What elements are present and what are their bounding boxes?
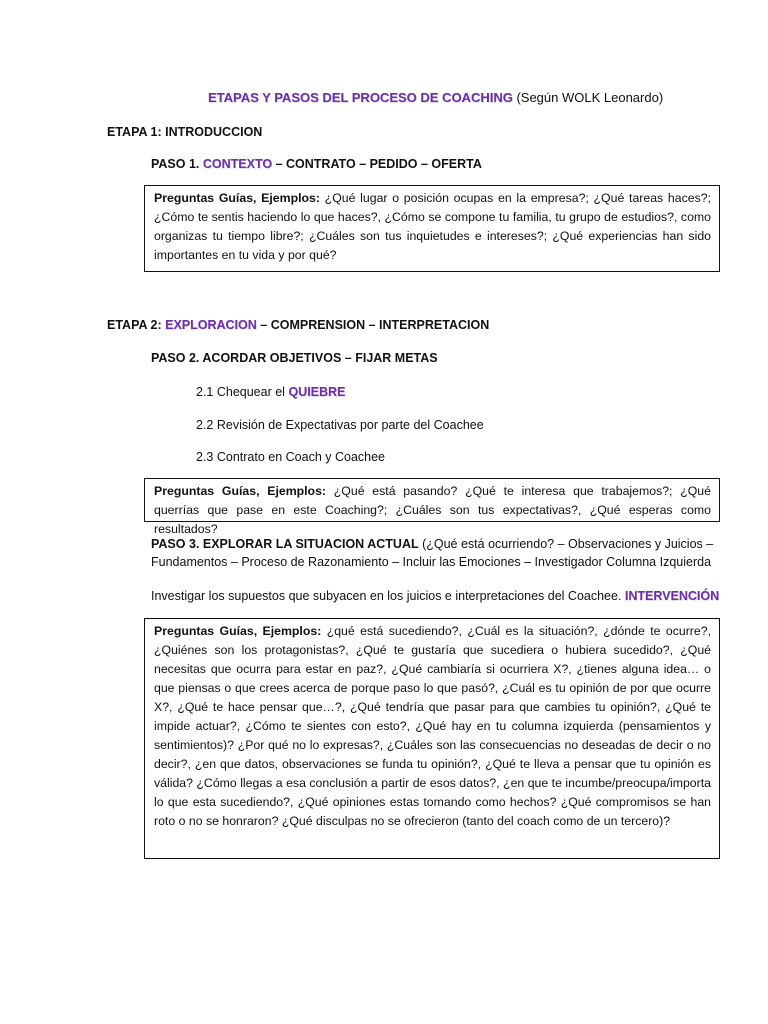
etapa2-heading [107, 316, 489, 335]
sub-step-2-1-highlight: QUIEBRE [288, 385, 346, 399]
paso3-heading: PASO 3. EXPLORAR LA SITUACION ACTUAL [151, 537, 419, 551]
box3-text: ¿qué está sucediendo?, ¿Cuál es la situación?, ¿dónde te ocurre?, ¿Quiénes son los protagonistas?, ¿Qué te gustaría que sucediera o hubiera sucedido?, ¿Qué necesitas que ocurra para estar en paz?, ¿Qué cambiaría si ocurriera X?, ¿tienes alguna idea… o que piensas o que crees acerca de porque paso lo que pasó?, ¿Cuál es tu opinión de por que ocurre X?, ¿Qué te hace pensar que…?, ¿Qué tendría que pasar para que cambies tu opinión?, ¿Qué te impide actuar?, ¿Cómo te sientes con esto?, ¿Qué hay en tu columna izquierda (pensamientos y sentimientos)? ¿Por qué no lo expresas?, ¿Cuáles son las consecuencias no deseadas de decir o no decir?, ¿en que datos, observaciones se funda tu opinión?, ¿Qué te lleva a pensar que tu opinión es válida? ¿Cómo llegas a esa conclusión a partir de esos datos?, ¿en que te incumbe/preocupa/importa lo que esta sucediendo?, ¿Qué opiniones estas tomando como hechos? ¿Qué compromisos se han roto o no se honraron? ¿Qué disculpas no se ofrecieron (tanto del coach como de un tercero)? [154, 624, 711, 828]
document-title-suffix: (Según WOLK Leonardo) [512, 90, 664, 105]
document-title [208, 88, 663, 107]
box2-lead: Preguntas Guías, Ejemplos: [154, 484, 327, 498]
box1-text: ¿Qué lugar o posición ocupas en la empresa?; ¿Qué tareas haces?; ¿Cómo te sentis haciendo lo que haces?, ¿Cómo se compone tu familia, tu grupo de estudios?, como organizas tu tiempo libre?; ¿Cuáles son tus inquietudes e intereses?; ¿Qué experiencias han sido importantes en tu vida y por qué? [154, 191, 711, 262]
etapa1-questions-box [144, 185, 720, 272]
document-title-main: ETAPAS Y PASOS DEL PROCESO DE COACHING [208, 90, 513, 105]
sub-step-2-1 [196, 383, 345, 402]
etapa1-heading: ETAPA 1: INTRODUCCION [107, 125, 263, 139]
investigar-text: Investigar los supuestos que subyacen en los juicios e interpretaciones del Coachee. [151, 589, 625, 603]
sub-step-2-2: 2.2 Revisión de Expectativas por parte del Coachee [196, 418, 484, 432]
sub-step-2-1-text: 2.1 Chequear el [196, 385, 289, 399]
paso3-line1-rest: (¿Qué está ocurriendo? – Observaciones y Juicios – [418, 537, 714, 551]
paso1-heading [151, 155, 482, 174]
box3-lead: Preguntas Guías, Ejemplos: [154, 624, 322, 638]
paso1-rest: – CONTRATO – PEDIDO – OFERTA [272, 157, 482, 171]
paso2-questions-box [144, 478, 720, 536]
sub-step-2-3: 2.3 Contrato en Coach y Coachee [196, 450, 386, 464]
investigar-line [151, 587, 719, 606]
etapa2-rest: – COMPRENSION – INTERPRETACION [256, 318, 490, 332]
etapa2-highlight: EXPLORACION [165, 318, 257, 332]
paso3-questions-box [144, 618, 720, 859]
paso3-line1 [151, 535, 713, 554]
intervencion-highlight: INTERVENCIÓN [624, 589, 720, 603]
paso2-heading: PASO 2. ACORDAR OBJETIVOS – FIJAR METAS [151, 351, 438, 365]
etapa2-prefix: ETAPA 2: [107, 318, 166, 332]
box1-lead: Preguntas Guías, Ejemplos: [154, 191, 320, 205]
paso1-highlight: CONTEXTO [202, 157, 273, 171]
paso1-prefix: PASO 1. [151, 157, 203, 171]
box2-text: ¿Qué está pasando? ¿Qué te interesa que trabajemos?; ¿Qué querrías que pase en este Coaching?; ¿Cuáles son tus expectativas?, ¿Qué esperas como resultados? [154, 484, 711, 536]
paso3-line2: Fundamentos – Proceso de Razonamiento – Incluir las Emociones – Investigador Columna Izquierda [151, 555, 712, 569]
